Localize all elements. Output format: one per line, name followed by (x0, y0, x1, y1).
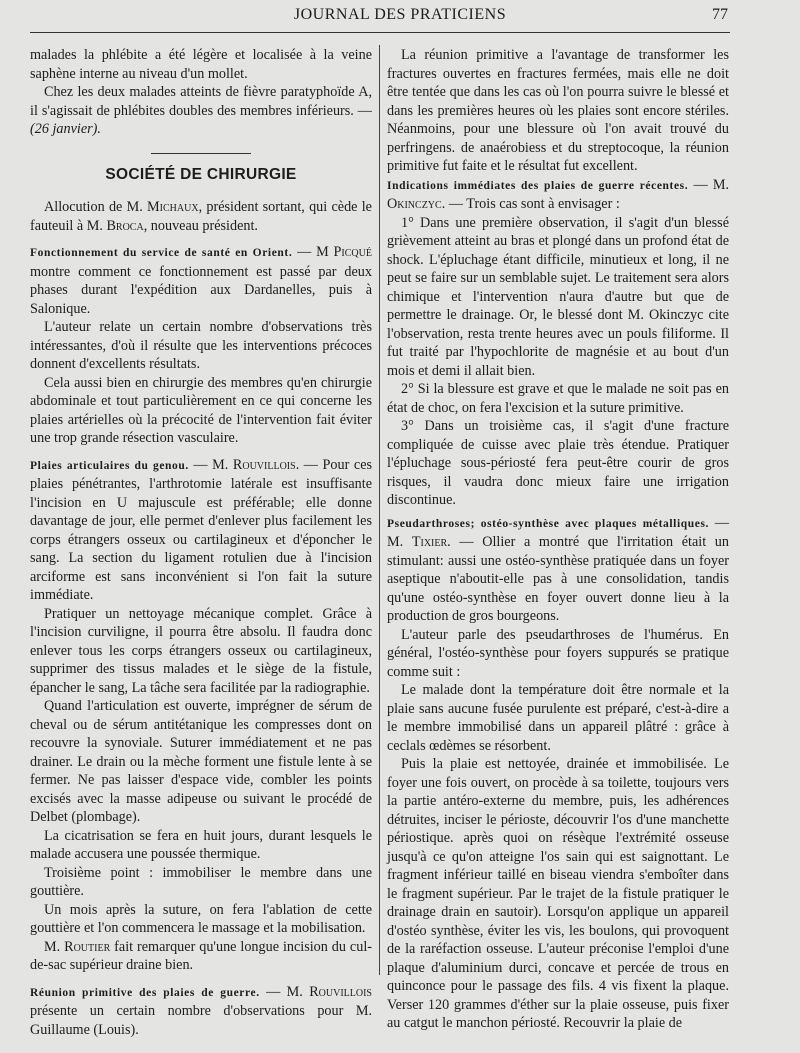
paragraph: Un mois après la suture, on fera l'ablation de cette gouttière et l'on commencera le massage et la mobilisation. (30, 901, 372, 936)
paragraph: La cicatrisation se fera en huit jours, durant lesquels le malade accusera une poussée thermique. (30, 827, 372, 862)
paragraph: Quand l'articulation est ouverte, imprégner de sérum de cheval ou de sérum antitétanique les compresses dont on recouvre la synoviale. Suturer immédiatement et ne pas drainer. Le drain ou la mèche forment une fistule lente à se fermer. Ne pas laisser d'espace vide, combler les points excisés avec la masse adipeuse ou suivant le procédé de Delbet (plombage). (30, 698, 372, 825)
author-name: Rouvillois (309, 983, 372, 1000)
right-column (387, 46, 729, 1033)
paragraph: Pratiquer un nettoyage mécanique complet. Grâce à l'incision curviligne, il pourra être absolu. Il faudra donc enlever tous les corps étrangers osseux ou cartilagineux, supprimer des tissus malades et le siège de la fistule, épancher le sang, La tâche sera facilitée par la radiographie. (30, 605, 372, 696)
page-number: 77 (712, 6, 728, 23)
paragraph: Réunion primitive des plaies de guerre. — M. Rouvillois présente un certain nombre d'observations pour M. Guillaume (Louis). (30, 983, 372, 1038)
left-column (30, 46, 372, 1039)
author-name: Okinczyc (387, 196, 442, 212)
header-rule (30, 32, 730, 33)
paragraph: Allocution de M. Michaux, président sortant, qui cède le fauteuil à M. Broca, nouveau président. (30, 199, 372, 234)
paragraph: L'auteur parle des pseudarthroses de l'humérus. En général, l'ostéo-synthèse pour foyers suppurés se pratique comme suit : (387, 626, 729, 680)
paragraph: Indications immédiates des plaies de guerre récentes. — M. Okinczyc. — Trois cas sont à envisager : (387, 176, 729, 212)
author-name: Tixier (411, 534, 448, 550)
column-divider (379, 45, 380, 975)
separator-rule (151, 153, 251, 154)
author-name: Routier (64, 938, 111, 955)
paragraph: Plaies articulaires du genou. — M. Rouvillois. — Pour ces plaies pénétrantes, l'arthrotomie latérale est insuffisante l'incision en U majuscule est préférable; elle donne davantage de jour, elle permet d'enlever plus facilement les corps étrangers osseux ou cartilagineux et d'époncher le sang. La section du ligament rotulien due à l'incision arciforme est sans inconvénient si l'on fait la suture immédiate. (30, 456, 373, 603)
paragraph: 3° Dans un troisième cas, il s'agit d'une fracture compliquée de cuisse avec plaie très étendue. Pratiquer l'épluchage sous-périosté fera peut-être courir de gros risques, il vaudra donc mieux faire une irrigation discontinue. (387, 418, 729, 508)
paragraph: malades la phlébite a été légère et localisée à la veine saphène interne au niveau d'un mollet. (30, 47, 372, 82)
paragraph: Le malade dont la température doit être normale et la plaie sans aucune fusée purulente est préparé, c'est-à-dire a le membre immobilisé dans un appareil plâtré : grâce à ceclals œdèmes se résorbent. (387, 682, 729, 754)
paragraph: Chez les deux malades atteints de fièvre paratyphoïde A, il s'agissait de phlébites doubles des membres inférieurs. — (26 janvier). (30, 84, 372, 137)
runin-heading: Indications immédiates des plaies de guerre récentes. (387, 179, 689, 192)
paragraph: Cela aussi bien en chirurgie des membres qu'en chirurgie abdominale et tout particulièrement en ce qui concerne les plaies artérielles où la précocité de l'intervention fait éviter une trop grande résection vasculaire. (30, 374, 372, 446)
paragraph: L'auteur relate un certain nombre d'observations très intéressantes, d'où il résulte que les interventions précoces donnent d'excellents résultats. (30, 319, 372, 372)
runin-heading: Plaies articulaires du genou. (30, 459, 189, 472)
runin-heading: Pseudarthroses; ostéo-synthèse avec plaques métalliques. (387, 517, 709, 530)
paragraph: M. Routier fait remarquer qu'une longue incision du cul-de-sac supérieur draine bien. (30, 938, 372, 973)
author-name: Picqué (333, 244, 372, 260)
date: (26 janvier). (30, 121, 101, 137)
runin-heading: Fonctionnement du service de santé en Orient. (30, 247, 293, 259)
paragraph: La réunion primitive a l'avantage de transformer les fractures ouvertes en fractures fermées, mais elle ne doit être tentée que dans les cas où l'on pourra suivre le blessé et dans les premières heures où les plaies sont encore stériles. Néanmoins, pour une blessure où l'on avait trouvé du perfringens. de anaérobiess et du streptocoque, la réunion primitive fut faite et le résultat fut excellent. (387, 47, 729, 174)
section-heading: SOCIÉTÉ DE CHIRURGIE (105, 165, 297, 183)
author-name: Rouvillois (232, 456, 296, 473)
paragraph: Pseudarthroses; ostéo-synthèse avec plaques métalliques. — M. Tixier. — Ollier a montré que l'irritation était un stimulant: aussi une ostéo-synthèse pratiquée dans un foyer aseptique n'aboutit-elle pas à une consolidation, tandis qu'une ostéo-synthèse en foyer ouvert donne lieu à la production de gros bourgeons. (387, 514, 730, 624)
paragraph: Troisième point : immobiliser le membre dans une gouttière. (30, 864, 372, 899)
runin-heading: Réunion primitive des plaies de guerre. (30, 986, 260, 999)
author-name: Broca (106, 217, 144, 234)
paragraph: 1° Dans une première observation, il s'agit d'un blessé grièvement atteint au bras et plongé dans un profond état de shock. L'épluchage étant difficile, minutieux et long, il ne peut se faire sur un semblable sujet. Le traitement sera alors chimique et l'intervention n'aura d'autre but que de permettre le drainage. Or, le blessé dont M. Okinczyc cite l'observation, resta trente heures avec un pouls filiforme. Il fut traité par l'hypochlorite de magnésie et au bout d'un mois et demi il allait bien. (387, 214, 729, 379)
paragraph: Fonctionnement du service de santé en Orient. — M Picqué montre comment ce fonctionnement est passé par deux phases durant l'expédition aux Dardanelles, puis à Salonique. (30, 244, 372, 317)
paragraph: 2° Si la blessure est grave et que le malade ne soit pas en état de choc, on fera l'excision et la suture primitive. (387, 381, 729, 416)
journal-title: JOURNAL DES PRATICIENS (293, 6, 507, 23)
author-name: Michaux (147, 199, 199, 215)
paragraph: Puis la plaie est nettoyée, drainée et immobilisée. Le foyer une fois ouvert, on procède à sa toilette, toujours vers la partie antéro-externe du membre, puis, les adhérences détruites, inciser le périoste, découvrir l'os d'une manchette périostique. après quoi on résèque l'extrémité osseuse jusqu'à ce qu'on atteigne l'os sain qui est saignottant. Le fragment inférieur taillé en biseau viendra s'emboîter dans le fragment supérieur. Par le trajet de la fistule pratiquer le drainage drain en sautoir). Lorsqu'on applique un appareil d'ostéo synthèse, éviter les vis, les boulons, qui provoquent de la raréfaction osseuse. L'auteur préconise l'emploi d'une plaque d'aluminium durci, concave et percée de trous en quinconce pour le passage des fils. 4 vis fixent la plaque. Verser 120 grammes d'éther sur la plaie osseuse, puis fixer au catgut le manchon périosté. Recouvrir la plaie de (387, 756, 729, 1031)
